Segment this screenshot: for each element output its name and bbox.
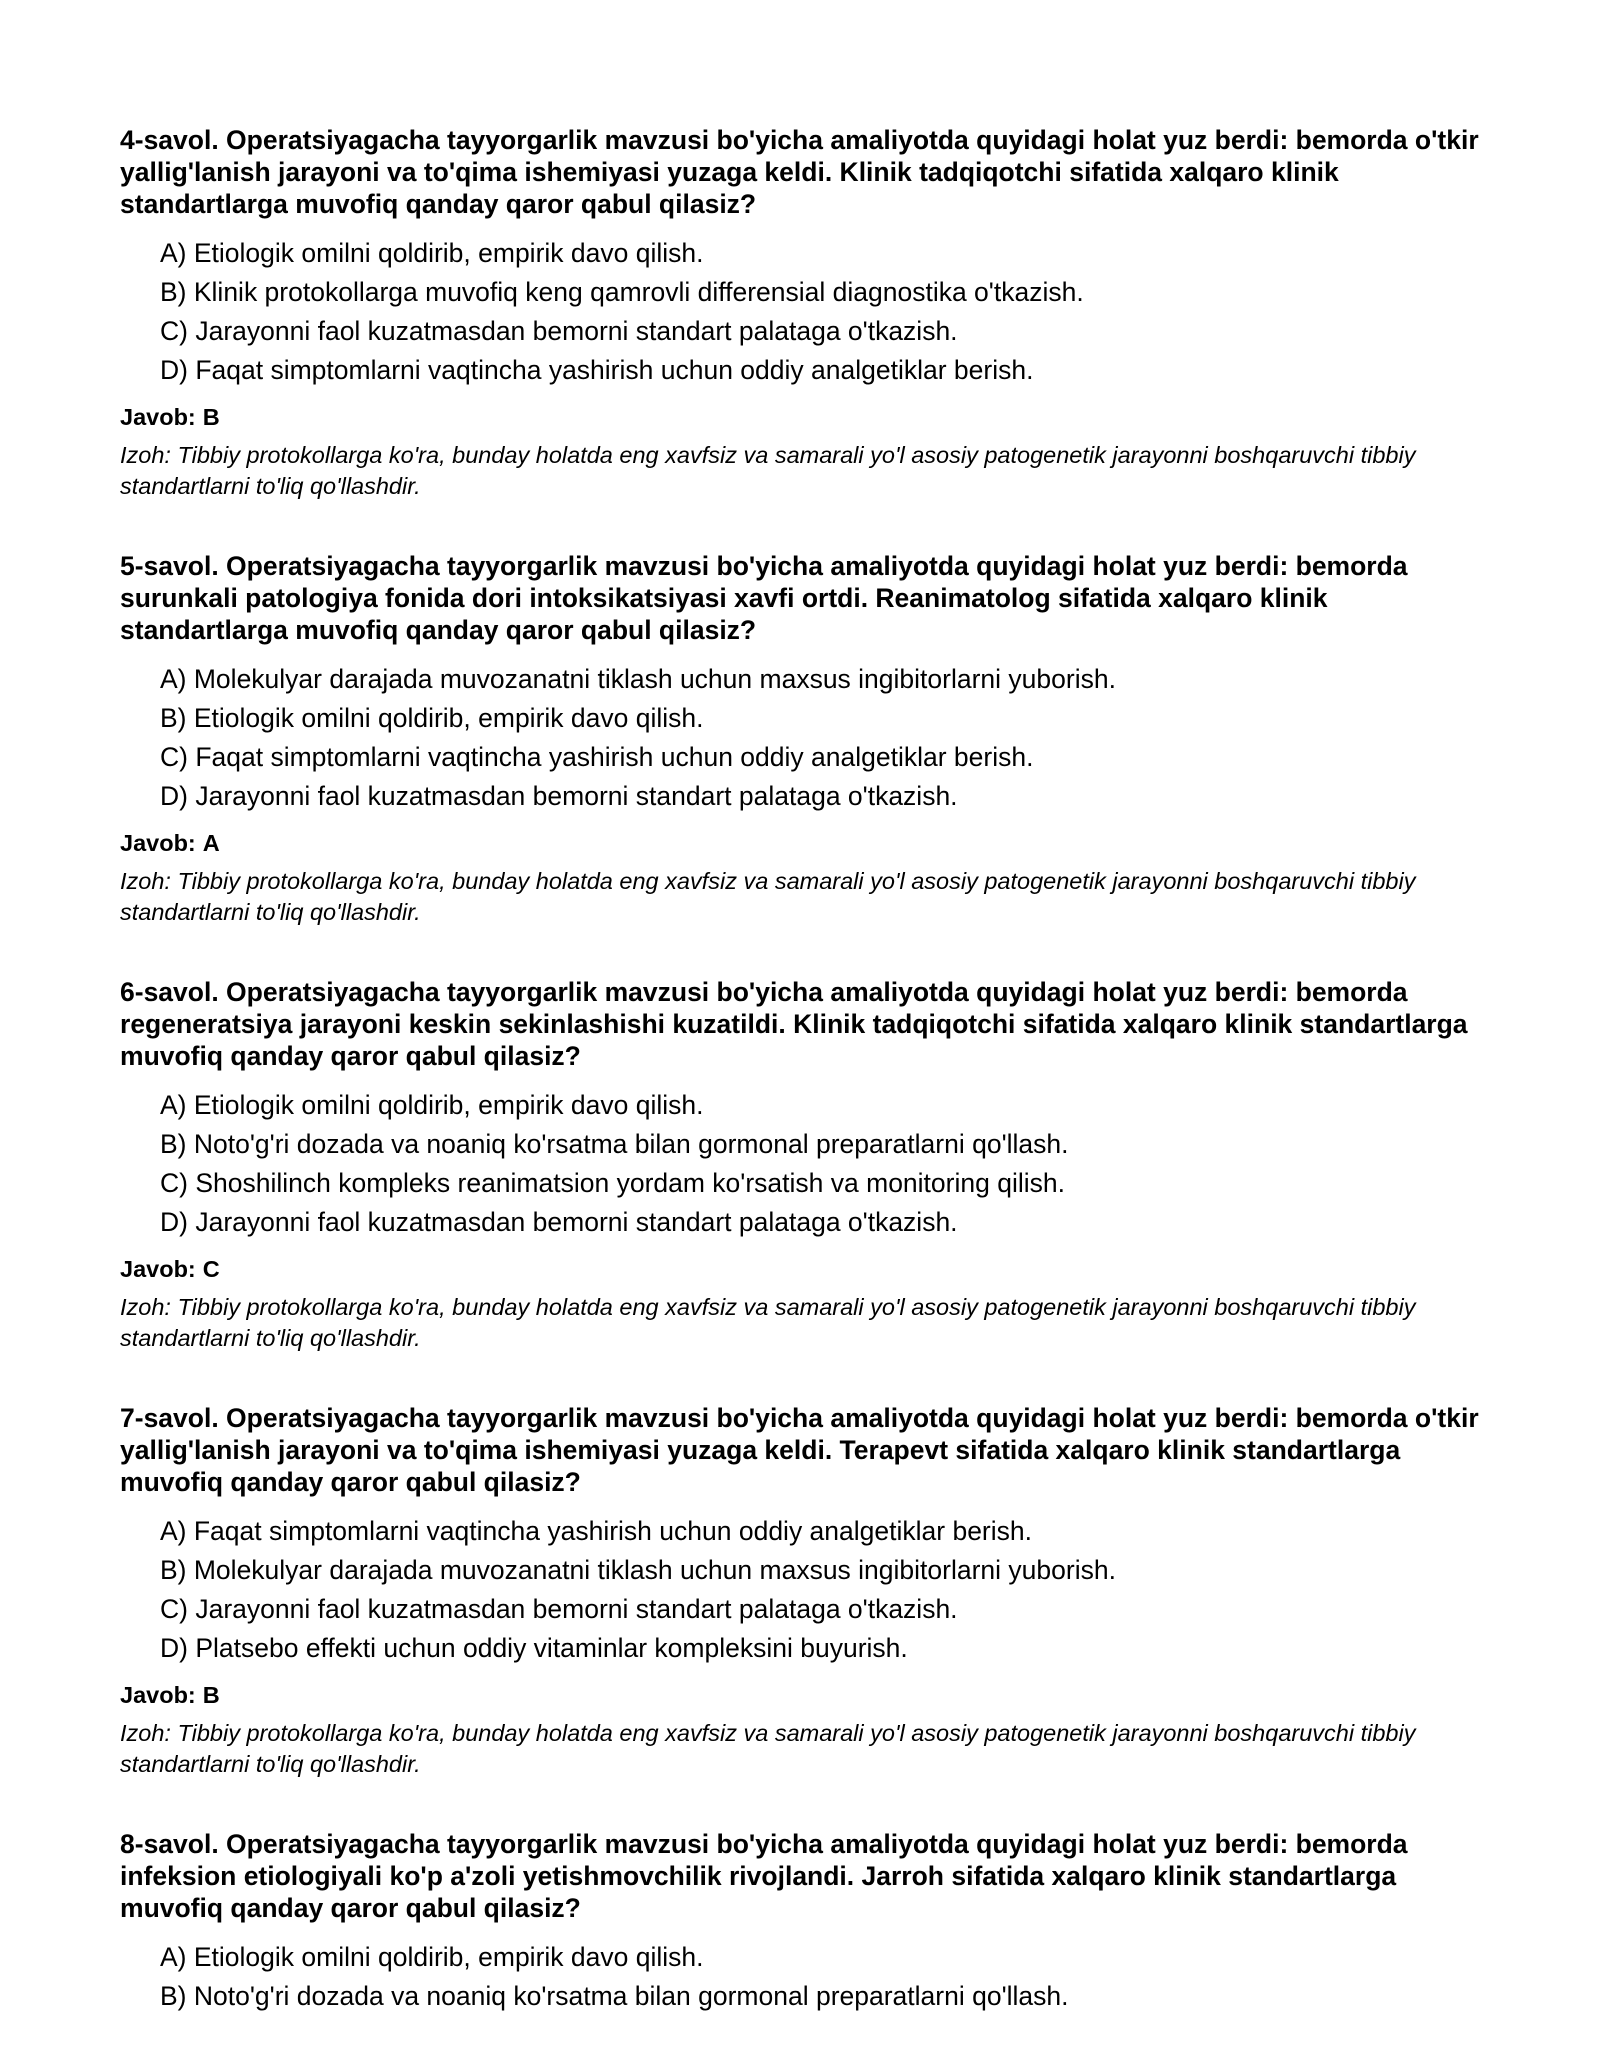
- options-list: [120, 1938, 1500, 2016]
- option-a: A) Molekulyar darajada muvozanatni tiklash uchun maxsus ingibitorlarni yuborish.: [160, 664, 1116, 694]
- option-a: A) Etiologik omilni qoldirib, empirik davo qilish.: [160, 1942, 704, 1972]
- option-c: C) Jarayonni faol kuzatmasdan bemorni standart palataga o'tkazish.: [160, 1594, 958, 1624]
- answer-label: Javob:: [120, 830, 196, 856]
- option-b: B) Noto'g'ri dozada va noaniq ko'rsatma bilan gormonal preparatlarni qo'llash.: [160, 1981, 1069, 2011]
- question-block: [120, 550, 1500, 928]
- answer-line: [120, 402, 1500, 432]
- option-a: A) Faqat simptomlarni vaqtincha yashirish uchun oddiy analgetiklar berish.: [160, 1516, 1032, 1546]
- explanation-text: Izoh: Tibbiy protokollarga ko'ra, bunday holatda eng xavfsiz va samarali yo'l asosiy patogenetik jarayonni boshqaruvchi tibbiy standartlarni to'liq qo'llashdir.: [120, 1294, 1416, 1351]
- option-d: D) Faqat simptomlarni vaqtincha yashirish uchun oddiy analgetiklar berish.: [160, 355, 1034, 385]
- question-text: 6-savol. Operatsiyagacha tayyorgarlik mavzusi bo'yicha amaliyotda quyidagi holat yuz berdi: bemorda regeneratsiya jarayoni keskin sekinlashishi kuzatildi. Klinik tadqiqotchi sifatida xalqaro klinik standartlarga muvofiq qanday qaror qabul qilasiz?: [120, 977, 1468, 1071]
- answer-line: [120, 828, 1500, 858]
- answer-value: B: [202, 404, 220, 430]
- answer-line: [120, 1254, 1500, 1284]
- answer-label: Javob:: [120, 1682, 196, 1708]
- options-list: [120, 1086, 1500, 1242]
- question-block: [120, 976, 1500, 1354]
- answer-value: A: [202, 830, 220, 856]
- answer-label: Javob:: [120, 1256, 196, 1282]
- question-block: [120, 124, 1500, 502]
- question-text: 4-savol. Operatsiyagacha tayyorgarlik mavzusi bo'yicha amaliyotda quyidagi holat yuz berdi: bemorda o'tkir yallig'lanish jarayoni va to'qima ishemiyasi yuzaga keldi. Klinik tadqiqotchi sifatida xalqaro klinik standartlarga muvofiq qanday qaror qabul qilasiz?: [120, 125, 1479, 219]
- option-d: D) Platsebo effekti uchun oddiy vitaminlar kompleksini buyurish.: [160, 1633, 908, 1663]
- answer-value: C: [202, 1256, 220, 1282]
- question-text: 8-savol. Operatsiyagacha tayyorgarlik mavzusi bo'yicha amaliyotda quyidagi holat yuz berdi: bemorda infeksion etiologiyali ko'p a'zoli yetishmovchilik rivojlandi. Jarroh sifatida xalqaro klinik standartlarga muvofiq qanday qaror qabul qilasiz?: [120, 1829, 1408, 1923]
- option-b: B) Molekulyar darajada muvozanatni tiklash uchun maxsus ingibitorlarni yuborish.: [160, 1555, 1116, 1585]
- question-block: [120, 1828, 1500, 2016]
- options-list: [120, 660, 1500, 816]
- option-d: D) Jarayonni faol kuzatmasdan bemorni standart palataga o'tkazish.: [160, 781, 958, 811]
- option-b: B) Etiologik omilni qoldirib, empirik davo qilish.: [160, 703, 704, 733]
- option-b: B) Noto'g'ri dozada va noaniq ko'rsatma bilan gormonal preparatlarni qo'llash.: [160, 1129, 1069, 1159]
- options-list: [120, 1512, 1500, 1668]
- question-block: [120, 1402, 1500, 1780]
- options-list: [120, 234, 1500, 390]
- explanation-text: Izoh: Tibbiy protokollarga ko'ra, bunday holatda eng xavfsiz va samarali yo'l asosiy patogenetik jarayonni boshqaruvchi tibbiy standartlarni to'liq qo'llashdir.: [120, 868, 1416, 925]
- option-d: D) Jarayonni faol kuzatmasdan bemorni standart palataga o'tkazish.: [160, 1207, 958, 1237]
- option-c: C) Shoshilinch kompleks reanimatsion yordam ko'rsatish va monitoring qilish.: [160, 1168, 1065, 1198]
- option-a: A) Etiologik omilni qoldirib, empirik davo qilish.: [160, 238, 704, 268]
- question-text: 5-savol. Operatsiyagacha tayyorgarlik mavzusi bo'yicha amaliyotda quyidagi holat yuz berdi: bemorda surunkali patologiya fonida dori intoksikatsiyasi xavfi ortdi. Reanimatolog sifatida xalqaro klinik standartlarga muvofiq qanday qaror qabul qilasiz?: [120, 551, 1408, 645]
- explanation-text: Izoh: Tibbiy protokollarga ko'ra, bunday holatda eng xavfsiz va samarali yo'l asosiy patogenetik jarayonni boshqaruvchi tibbiy standartlarni to'liq qo'llashdir.: [120, 1720, 1416, 1777]
- explanation-text: Izoh: Tibbiy protokollarga ko'ra, bunday holatda eng xavfsiz va samarali yo'l asosiy patogenetik jarayonni boshqaruvchi tibbiy standartlarni to'liq qo'llashdir.: [120, 442, 1416, 499]
- answer-label: Javob:: [120, 404, 196, 430]
- answer-line: [120, 1680, 1500, 1710]
- option-c: C) Faqat simptomlarni vaqtincha yashirish uchun oddiy analgetiklar berish.: [160, 742, 1034, 772]
- answer-value: B: [202, 1682, 220, 1708]
- question-text: 7-savol. Operatsiyagacha tayyorgarlik mavzusi bo'yicha amaliyotda quyidagi holat yuz berdi: bemorda o'tkir yallig'lanish jarayoni va to'qima ishemiyasi yuzaga keldi. Terapevt sifatida xalqaro klinik standartlarga muvofiq qanday qaror qabul qilasiz?: [120, 1403, 1479, 1497]
- option-b: B) Klinik protokollarga muvofiq keng qamrovli differensial diagnostika o'tkazish.: [160, 277, 1084, 307]
- option-a: A) Etiologik omilni qoldirib, empirik davo qilish.: [160, 1090, 704, 1120]
- option-c: C) Jarayonni faol kuzatmasdan bemorni standart palataga o'tkazish.: [160, 316, 958, 346]
